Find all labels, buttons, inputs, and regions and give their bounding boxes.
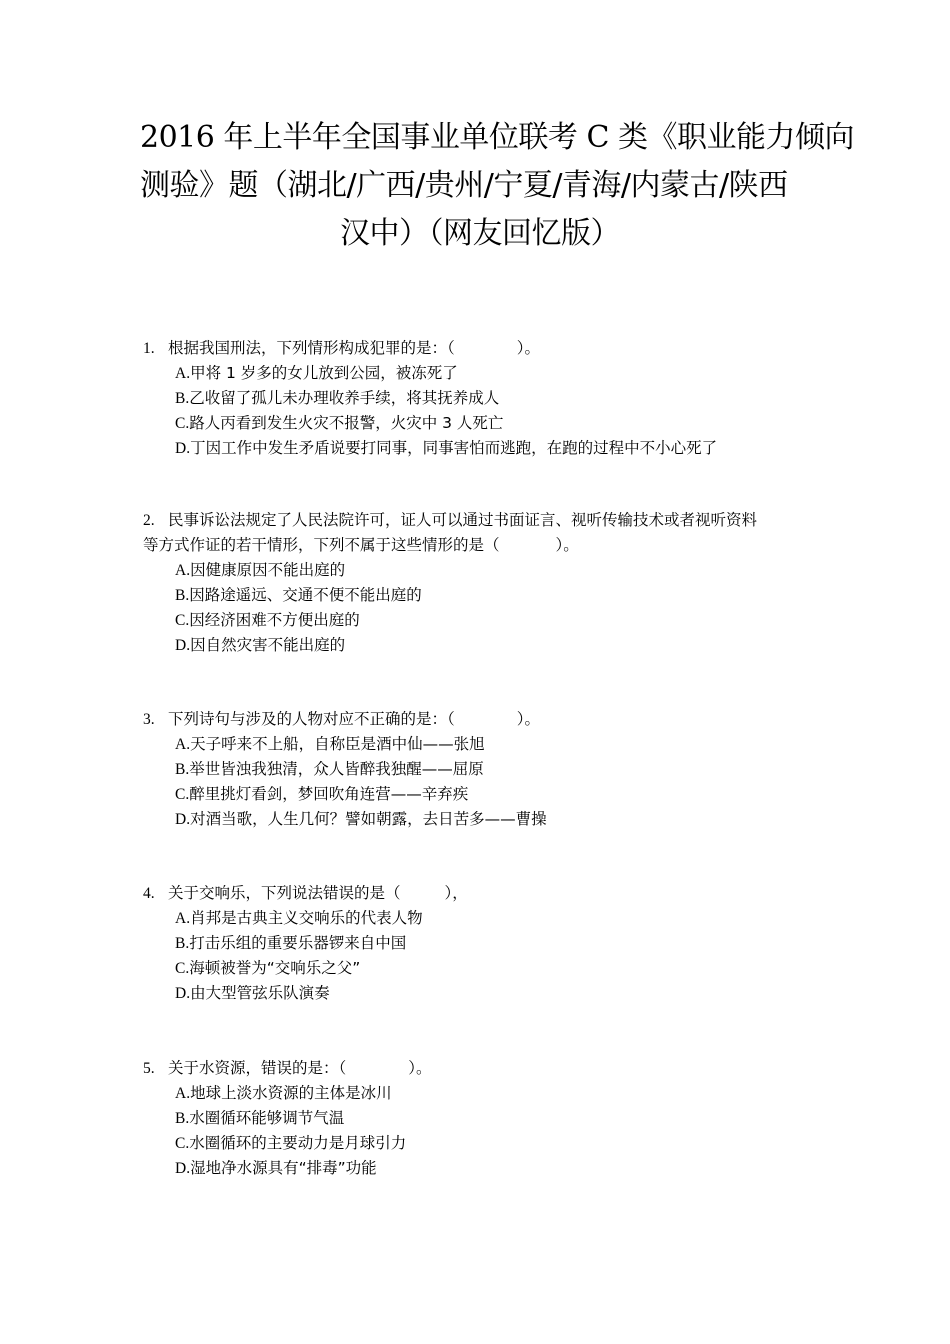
- question-number: 2.: [143, 512, 155, 529]
- option-letter: C.: [175, 612, 190, 629]
- option-text: 水圈循环能够调节气温: [189, 1109, 345, 1127]
- option-a: [143, 361, 823, 386]
- option-letter: B.: [175, 390, 190, 407]
- question-end: ），: [444, 884, 468, 902]
- question-text: 关于水资源，错误的是：（: [168, 1059, 347, 1077]
- option-text: 肖邦是古典主义交响乐的代表人物: [190, 909, 423, 927]
- option-text: 举世皆浊我独清，众人皆醉我独醒——屈原: [189, 760, 484, 778]
- option-letter: A.: [175, 562, 191, 579]
- option-text: 湿地净水源具有“排毒”功能: [190, 1159, 377, 1177]
- question-end: ）。: [516, 339, 541, 357]
- option-letter: C.: [175, 415, 190, 432]
- option-letter: D.: [175, 811, 191, 828]
- question-end: ）。: [408, 1059, 432, 1077]
- option-text: 地球上淡水资源的主体是冰川: [190, 1084, 392, 1102]
- option-letter: C.: [175, 960, 190, 977]
- document-title: [140, 114, 854, 258]
- option-text: 醉里挑灯看剑，梦回吹角连营——辛弃疾: [189, 785, 469, 803]
- option-letter: B.: [175, 761, 190, 778]
- title-line-1: [140, 114, 854, 162]
- question-1: [143, 336, 823, 461]
- option-letter: B.: [175, 587, 190, 604]
- question-text: 民事诉讼法规定了人民法院许可，证人可以通过书面证言、视听传输技术或者视听资料: [168, 511, 758, 529]
- option-text: 甲将 1 岁多的女儿放到公园，被冻死了: [190, 364, 458, 382]
- question-text: 下列诗句与涉及的人物对应不正确的是：（: [168, 710, 455, 728]
- option-letter: A.: [175, 910, 191, 927]
- question-end: ）。: [555, 536, 579, 554]
- question-4: [143, 881, 823, 1006]
- question-number: 5.: [143, 1060, 155, 1077]
- question-stem: [143, 1056, 823, 1081]
- question-2: [143, 508, 823, 658]
- option-letter: B.: [175, 1110, 190, 1127]
- question-end: ）。: [516, 710, 541, 728]
- question-stem: [143, 508, 823, 533]
- option-text: 丁因工作中发生矛盾说要打同事，同事害怕而逃跑，在跑的过程中不小心死了: [190, 439, 718, 457]
- question-number: 1.: [143, 340, 155, 357]
- question-stem: [143, 881, 823, 906]
- option-d: [143, 633, 823, 658]
- question-text-cont: 等方式作证的若干情形，下列不属于这些情形的是（: [143, 536, 500, 554]
- option-a: [143, 1081, 823, 1106]
- option-text: 打击乐组的重要乐器锣来自中国: [189, 934, 407, 952]
- option-text: 因经济困难不方便出庭的: [189, 611, 360, 629]
- option-text: 水圈循环的主要动力是月球引力: [189, 1134, 407, 1152]
- title-line-2: 测验》题（湖北/广西/贵州/宁夏/青海/内蒙古/陕西: [140, 168, 788, 203]
- option-letter: A.: [175, 365, 191, 382]
- option-c: [143, 956, 823, 981]
- option-text: 由大型管弦乐队演奏: [190, 984, 330, 1002]
- option-b: [143, 386, 823, 411]
- option-text: 海顿被誉为“交响乐之父”: [189, 959, 361, 977]
- option-text: 乙收留了孤儿未办理收养手续，将其抚养成人: [189, 389, 500, 407]
- option-letter: A.: [175, 1085, 191, 1102]
- question-text: 根据我国刑法，下列情形构成犯罪的是：（: [168, 339, 455, 357]
- option-c: [143, 608, 823, 633]
- title-text-a: 年上半年全国事业单位联考: [214, 120, 587, 155]
- title-category-letter: C: [586, 120, 609, 155]
- option-a: [143, 558, 823, 583]
- option-text: 天子呼来不上船，自称臣是酒中仙——张旭: [190, 735, 485, 753]
- option-letter: D.: [175, 1160, 191, 1177]
- option-c: [143, 411, 823, 436]
- question-3: [143, 707, 823, 832]
- question-number: 4.: [143, 885, 155, 902]
- option-c: [143, 1131, 823, 1156]
- option-text: 因健康原因不能出庭的: [190, 561, 346, 579]
- option-b: [143, 931, 823, 956]
- option-d: [143, 981, 823, 1006]
- option-b: [143, 1106, 823, 1131]
- option-letter: B.: [175, 935, 190, 952]
- option-letter: D.: [175, 440, 191, 457]
- question-stem: [143, 336, 823, 361]
- question-5: [143, 1056, 823, 1181]
- title-text-b: 类《职业能力倾向: [608, 120, 854, 155]
- option-d: [143, 1156, 823, 1181]
- option-d: [143, 436, 823, 461]
- option-a: [143, 906, 823, 931]
- question-number: 3.: [143, 711, 155, 728]
- option-letter: C.: [175, 1135, 190, 1152]
- option-text: 因路途遥远、交通不便不能出庭的: [189, 586, 422, 604]
- option-a: [143, 732, 823, 757]
- question-stem: [143, 707, 823, 732]
- option-b: [143, 757, 823, 782]
- option-letter: A.: [175, 736, 191, 753]
- option-c: [143, 782, 823, 807]
- option-d: [143, 807, 823, 832]
- option-text: 对酒当歌，人生几何？譬如朝露，去日苦多——曹操: [190, 810, 547, 828]
- option-text: 因自然灾害不能出庭的: [190, 636, 346, 654]
- option-letter: D.: [175, 637, 191, 654]
- title-year: 2016: [140, 120, 215, 155]
- option-text: 路人丙看到发生火灾不报警，火灾中 3 人死亡: [189, 414, 504, 432]
- question-text: 关于交响乐，下列说法错误的是（: [168, 884, 401, 902]
- question-stem-continued: [143, 533, 823, 558]
- option-letter: D.: [175, 985, 191, 1002]
- option-b: [143, 583, 823, 608]
- option-letter: C.: [175, 786, 190, 803]
- title-line-3: 汉中）（网友回忆版）: [340, 216, 620, 251]
